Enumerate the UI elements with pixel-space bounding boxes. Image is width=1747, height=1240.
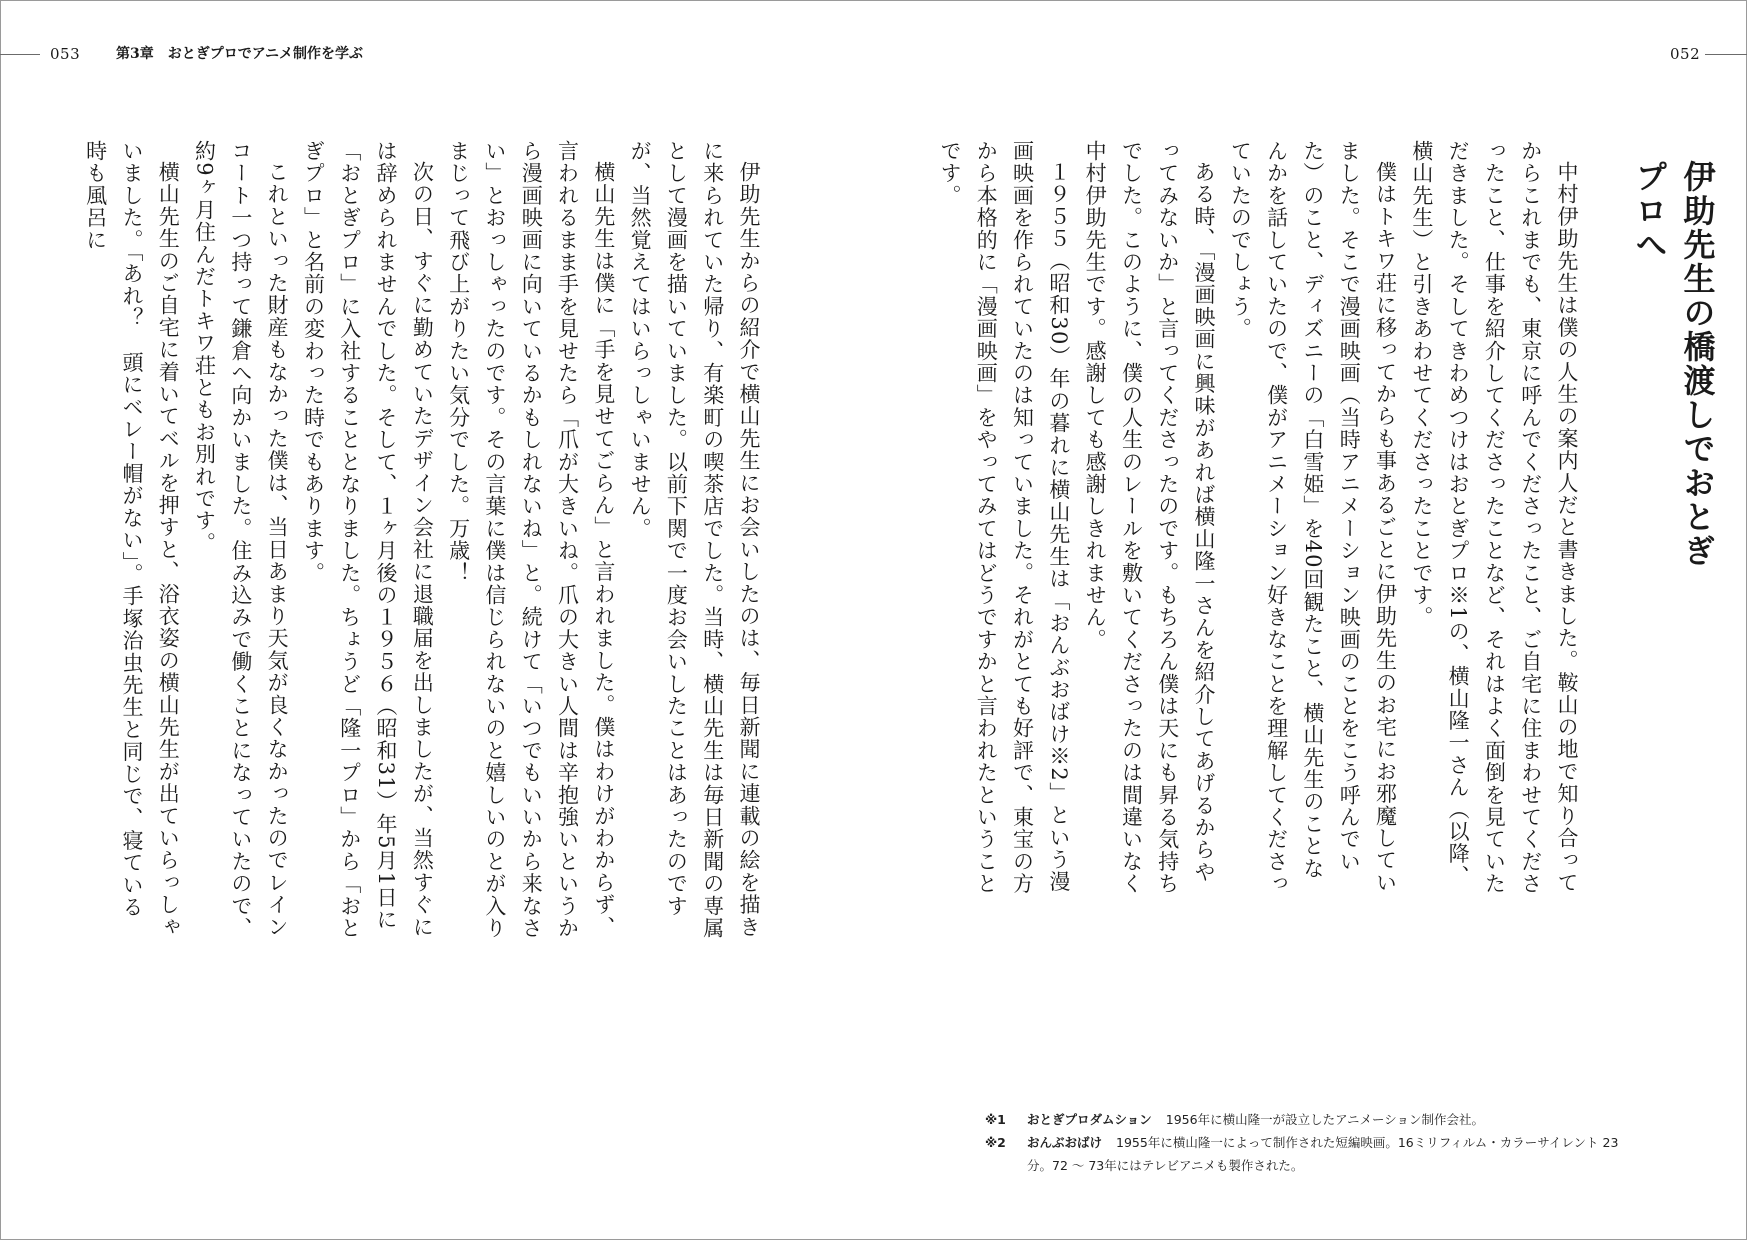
body-paragraph: これといった財産もなかった僕は、当日あまり天気が良くなかったのでレインコート一つ持って鎌倉へ向かいました。住み込みで働くことになっていたので、約9ヶ月住んだトキワ荘ともお別れです。 xyxy=(192,140,290,940)
body-paragraph: 伊助先生からの紹介で横山先生にお会いしたのは、毎日新聞に連載の絵を描きに来られていた帰り、有楽町の喫茶店でした。当時、横山先生は毎日新聞の専属として漫画を描いていました。以前下関で一度お会いしたことはあったのですが、当然覚えてはいらっしゃいません。 xyxy=(628,140,761,940)
footnote-1 xyxy=(985,1108,1625,1131)
footnote-term: おんぶおばけ xyxy=(1027,1135,1103,1150)
right-page-number: 052 xyxy=(1670,45,1701,63)
section-heading: 伊助先生の橋渡しでおとぎプロへ xyxy=(1630,160,1717,568)
body-paragraph: 次の日、すぐに勤めていたデザイン会社に退職届を出しましたが、当然すぐには辞められませんでした。そして、１ヶ月後の１９５６（昭和31）年5月1日に「おとぎプロ」に入社することとなりました。ちょうど「隆一プロ」から「おとぎプロ」と名前の変わった時でもあります。 xyxy=(301,140,435,940)
footnote-text: 1956年に横山隆一が設立したアニメーション制作会社。 xyxy=(1165,1112,1484,1127)
footnote-text: 1955年に横山隆一によって制作された短編映画。16ミリフィルム・カラーサイレント 23分。72 ～ 73年にはテレビアニメも製作された。 xyxy=(1027,1135,1619,1173)
body-paragraph: 横山先生のご自宅に着いてベルを押すと、浴衣姿の横山先生が出ていらっしゃいました。「あれ？ 頭にベレー帽がない」。手塚治虫先生と同じで、寝ている時も風呂に xyxy=(83,140,181,938)
right-page-body xyxy=(937,140,1585,900)
footnote-mark: ※1 xyxy=(985,1112,1006,1127)
footnote-mark: ※2 xyxy=(985,1135,1006,1150)
body-paragraph: 僕はトキワ荘に移ってからも事あるごとに伊助先生のお宅にお邪魔していました。そこで漫画映画（当時アニメーション映画のことをこう呼んでいた）のこと、ディズニーの「白雪姫」を40回観たこと、横山先生のことなんかを話していたので、僕がアニメーション好きなことを理解してくださっていたのでしょう。 xyxy=(1228,140,1398,895)
footnote-2 xyxy=(985,1131,1625,1177)
footnotes xyxy=(985,1108,1625,1177)
body-paragraph: １９５５（昭和30）年の暮れに横山先生は「おんぶおばけ※2」という漫画映画を作られていたのは知っていました。それがとても好評で、東宝の方から本格的に「漫画映画」をやってみてはどうですかと言われたということです。 xyxy=(937,140,1071,895)
header-rule-left xyxy=(0,54,40,55)
left-page-body xyxy=(83,140,767,940)
body-paragraph: 中村伊助先生は僕の人生の案内人だと書きました。鞍山の地で知り合ってからこれまでも、東京に呼んでくださったこと、ご自宅に住まわせてくださったこと、仕事を紹介してくださったことなど、それはよく面倒を見ていただきました。そしてきわめつけはおとぎプロ※1の、横山隆一さん（以降、横山先生）と引きあわせてくださったことです。 xyxy=(1409,140,1579,895)
running-header-chapter: 第3章 おとぎプロでアニメ制作を学ぶ xyxy=(116,46,364,62)
body-paragraph: 横山先生は僕に「手を見せてごらん」と言われました。僕はわけがわからず、言われるまま手を見せたら「爪が大きいね。爪の大きい人間は辛抱強いというから漫画映画に向いているかもしれないね」と。続けて「いつでもいいから来なさい」とおっしゃったのです。その言葉に僕は信じられないのと嬉しいのとが入りまじって飛び上がりたい気分でした。万歳！ xyxy=(446,140,616,940)
header-rule-right xyxy=(1705,54,1747,55)
footnote-term: おとぎプロダムション xyxy=(1027,1112,1152,1127)
left-page-number: 053 xyxy=(50,45,81,63)
body-paragraph: ある時、「漫画映画に興味があれば横山隆一さんを紹介してあげるからやってみないか」と言ってくださったのです。もちろん僕は天にも昇る気持ちでした。このように、僕の人生のレールを敷いてくださったのは間違いなく中村伊助先生です。感謝しても感謝しきれません。 xyxy=(1083,140,1217,895)
